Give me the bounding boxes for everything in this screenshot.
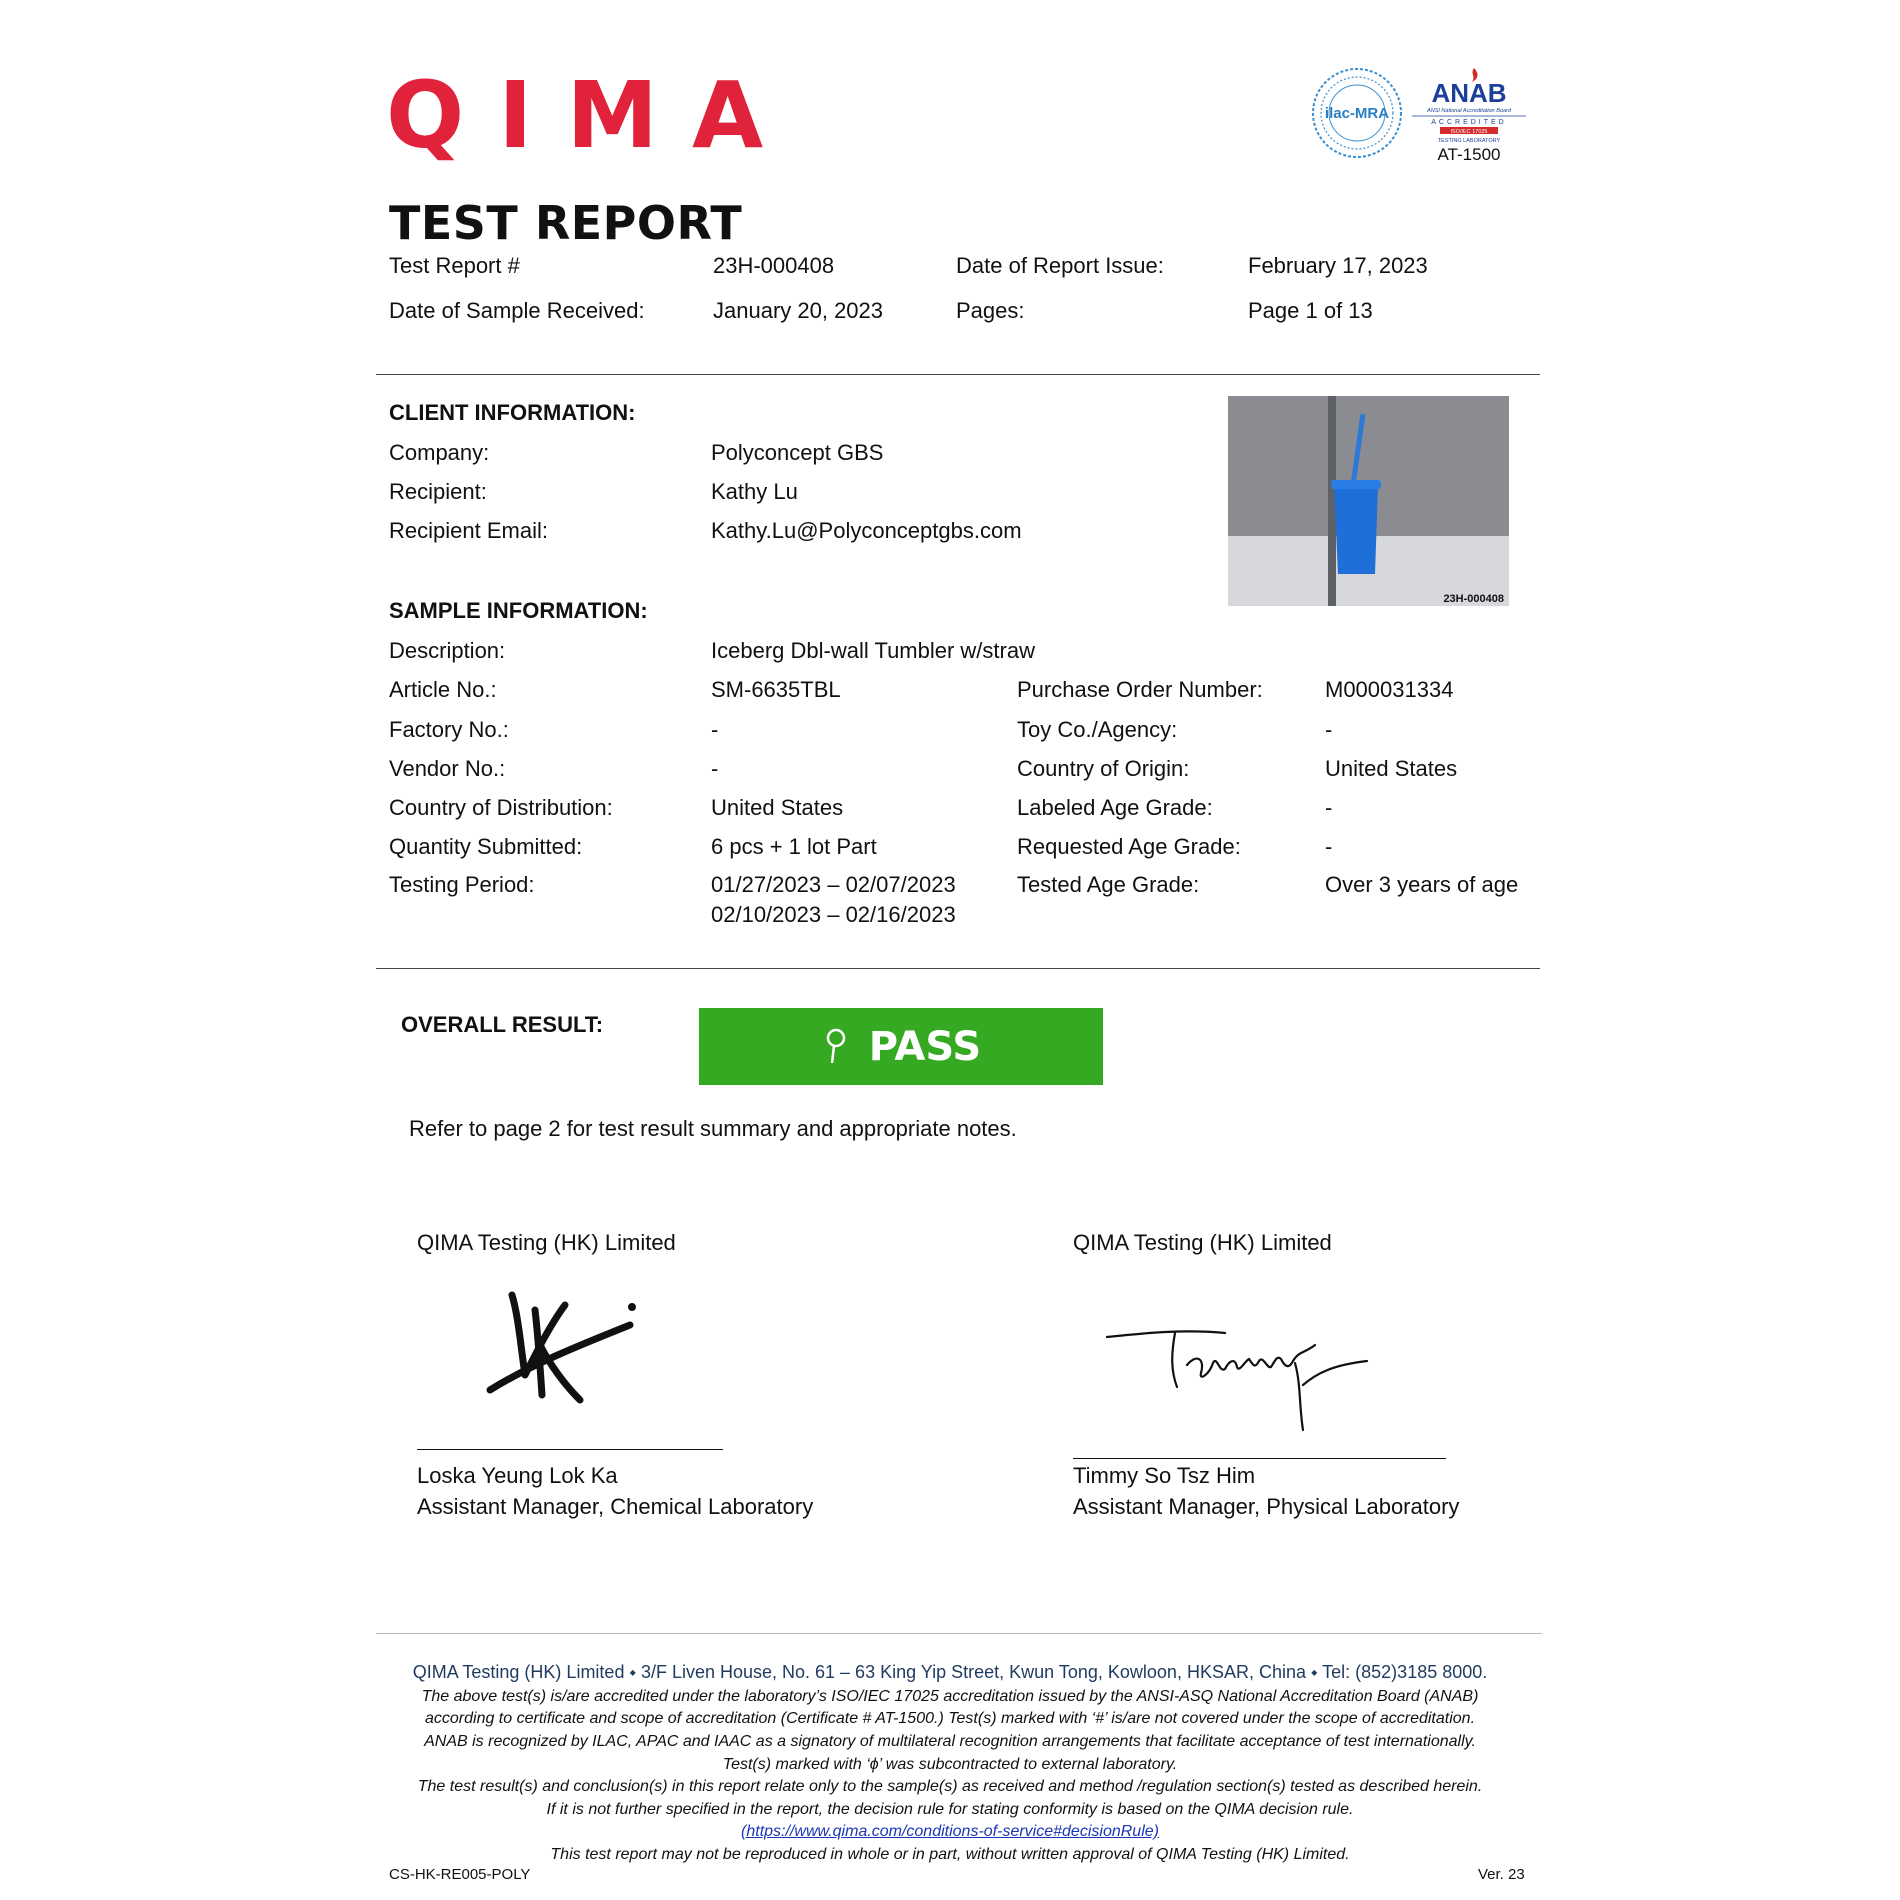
requested-age-value: - <box>1325 834 1333 859</box>
signature-line-left <box>417 1449 723 1450</box>
article-value: SM-6635TBL <box>711 677 841 702</box>
footer-divider <box>376 1633 1542 1634</box>
company-value: Polyconcept GBS <box>711 440 884 465</box>
signature-right <box>1105 1315 1385 1435</box>
footer-line-4: Test(s) marked with ‘ϕ’ was subcontracted to external laboratory. <box>722 1756 1178 1773</box>
client-heading: CLIENT INFORMATION: <box>389 400 636 425</box>
divider <box>376 374 1540 375</box>
footer-line-1: The above test(s) is/are accredited under the laboratory’s ISO/IEC 17025 accreditation issued by the ANSI-ASQ National Accreditation Board (ANAB) <box>421 1688 1479 1705</box>
received-date-label: Date of Sample Received: <box>389 298 645 323</box>
labeled-age-label: Labeled Age Grade: <box>1017 795 1213 820</box>
po-label: Purchase Order Number: <box>1017 677 1263 702</box>
footer-line-5: The test result(s) and conclusion(s) in this report relate only to the sample(s) as received and method /regulation section(s) tested as described herein. <box>417 1778 1483 1795</box>
anab-accredited: ACCREDITED <box>1431 119 1507 126</box>
tested-age-label: Tested Age Grade: <box>1017 872 1200 897</box>
anab-text: ANAB <box>1431 78 1507 108</box>
received-date: January 20, 2023 <box>713 298 884 323</box>
recipient-label: Recipient: <box>389 479 487 504</box>
pages: Page 1 of 13 <box>1248 298 1373 323</box>
signer-name-right: Timmy So Tsz Him <box>1073 1463 1256 1488</box>
vendor-value: - <box>711 756 719 781</box>
distribution-label: Country of Distribution: <box>389 795 613 820</box>
company-label: Company: <box>389 440 490 465</box>
signature-left <box>480 1285 650 1415</box>
sample-heading: SAMPLE INFORMATION: <box>389 598 648 623</box>
factory-label: Factory No.: <box>389 717 509 742</box>
anab-lab: TESTING LABORATORY <box>1437 138 1501 144</box>
decision-rule-link[interactable]: (https://www.qima.com/conditions-of-service#decisionRule) <box>741 1823 1159 1840</box>
origin-label: Country of Origin: <box>1017 756 1190 781</box>
origin-value: United States <box>1325 756 1458 781</box>
footer-line-3: ANAB is recognized by ILAC, APAC and IAAC as a signatory of multilateral recognition arrangements that facilitate acceptance of test internationally. <box>424 1733 1476 1750</box>
signature-line-right <box>1073 1458 1446 1459</box>
signer-title-right: Assistant Manager, Physical Laboratory <box>1073 1494 1460 1519</box>
issue-date-label: Date of Report Issue: <box>956 253 1164 278</box>
signer-name-left: Loska Yeung Lok Ka <box>417 1463 618 1488</box>
issue-date: February 17, 2023 <box>1248 253 1428 278</box>
photo-caption: 23H-000408 <box>1443 593 1504 605</box>
key-icon <box>821 1027 851 1067</box>
ilac-text: ilac-MRA <box>1324 105 1390 122</box>
pages-label: Pages: <box>956 298 1025 323</box>
quantity-label: Quantity Submitted: <box>389 834 583 859</box>
qima-logo: QIMA <box>386 62 798 169</box>
version: Ver. 23 <box>1478 1866 1525 1883</box>
labeled-age-value: - <box>1325 795 1333 820</box>
anab-cert: AT-1500 <box>1437 145 1501 164</box>
sample-photo <box>1228 396 1509 606</box>
footer-address: QIMA Testing (HK) Limited ⬩ 3/F Liven House, No. 61 – 63 King Yip Street, Kwun Tong, Kowloon, HKSAR, China ⬩ Tel: (852)3185 8000. <box>412 1662 1488 1682</box>
period-value-2: 02/10/2023 – 02/16/2023 <box>711 902 956 927</box>
tested-age-value: Over 3 years of age <box>1325 872 1519 897</box>
description-value: Iceberg Dbl-wall Tumbler w/straw <box>711 638 1035 663</box>
signer-title-left: Assistant Manager, Chemical Laboratory <box>417 1494 814 1519</box>
distribution-value: United States <box>711 795 844 820</box>
factory-value: - <box>711 717 719 742</box>
report-no-label: Test Report # <box>389 253 520 278</box>
report-no: 23H-000408 <box>713 253 835 278</box>
doc-code: CS-HK-RE005-POLY <box>389 1866 531 1883</box>
result-heading: OVERALL RESULT: <box>401 1012 604 1037</box>
description-label: Description: <box>389 638 506 663</box>
recipient-value: Kathy Lu <box>711 479 798 504</box>
anab-logo <box>1410 66 1528 166</box>
toy-label: Toy Co./Agency: <box>1017 717 1178 742</box>
requested-age-label: Requested Age Grade: <box>1017 834 1241 859</box>
toy-value: - <box>1325 717 1333 742</box>
article-label: Article No.: <box>389 677 497 702</box>
tumbler-image <box>1228 396 1509 606</box>
signature-company-left: QIMA Testing (HK) Limited <box>417 1230 676 1255</box>
period-value-1: 01/27/2023 – 02/07/2023 <box>711 872 956 897</box>
ilac-mra-logo <box>1310 66 1404 160</box>
vendor-label: Vendor No.: <box>389 756 506 781</box>
anab-iso: ISO/IEC 17025 <box>1450 129 1488 135</box>
anab-sub: ANSI National Accreditation Board <box>1427 108 1511 114</box>
po-value: M000031334 <box>1325 677 1454 702</box>
result-note: Refer to page 2 for test result summary and appropriate notes. <box>409 1116 1017 1141</box>
pass-badge <box>699 1008 1103 1085</box>
footer-line-7: This test report may not be reproduced in whole or in part, without written approval of QIMA Testing (HK) Limited. <box>550 1846 1350 1863</box>
footer-line-6: If it is not further specified in the report, the decision rule for stating conformity is based on the QIMA decision rule. <box>546 1801 1354 1818</box>
divider <box>376 968 1540 969</box>
page-title: TEST REPORT <box>389 196 743 250</box>
pass-label: PASS <box>868 1023 982 1070</box>
period-label: Testing Period: <box>389 872 535 897</box>
email-value: Kathy.Lu@Polyconceptgbs.com <box>711 518 1022 543</box>
email-label: Recipient Email: <box>389 518 548 543</box>
signature-company-right: QIMA Testing (HK) Limited <box>1073 1230 1332 1255</box>
footer-line-2: according to certificate and scope of accreditation (Certificate # AT-1500.) Test(s) marked with ‘#’ is/are not covered under the scope of accreditation. <box>424 1710 1476 1727</box>
quantity-value: 6 pcs + 1 lot Part <box>711 834 877 859</box>
